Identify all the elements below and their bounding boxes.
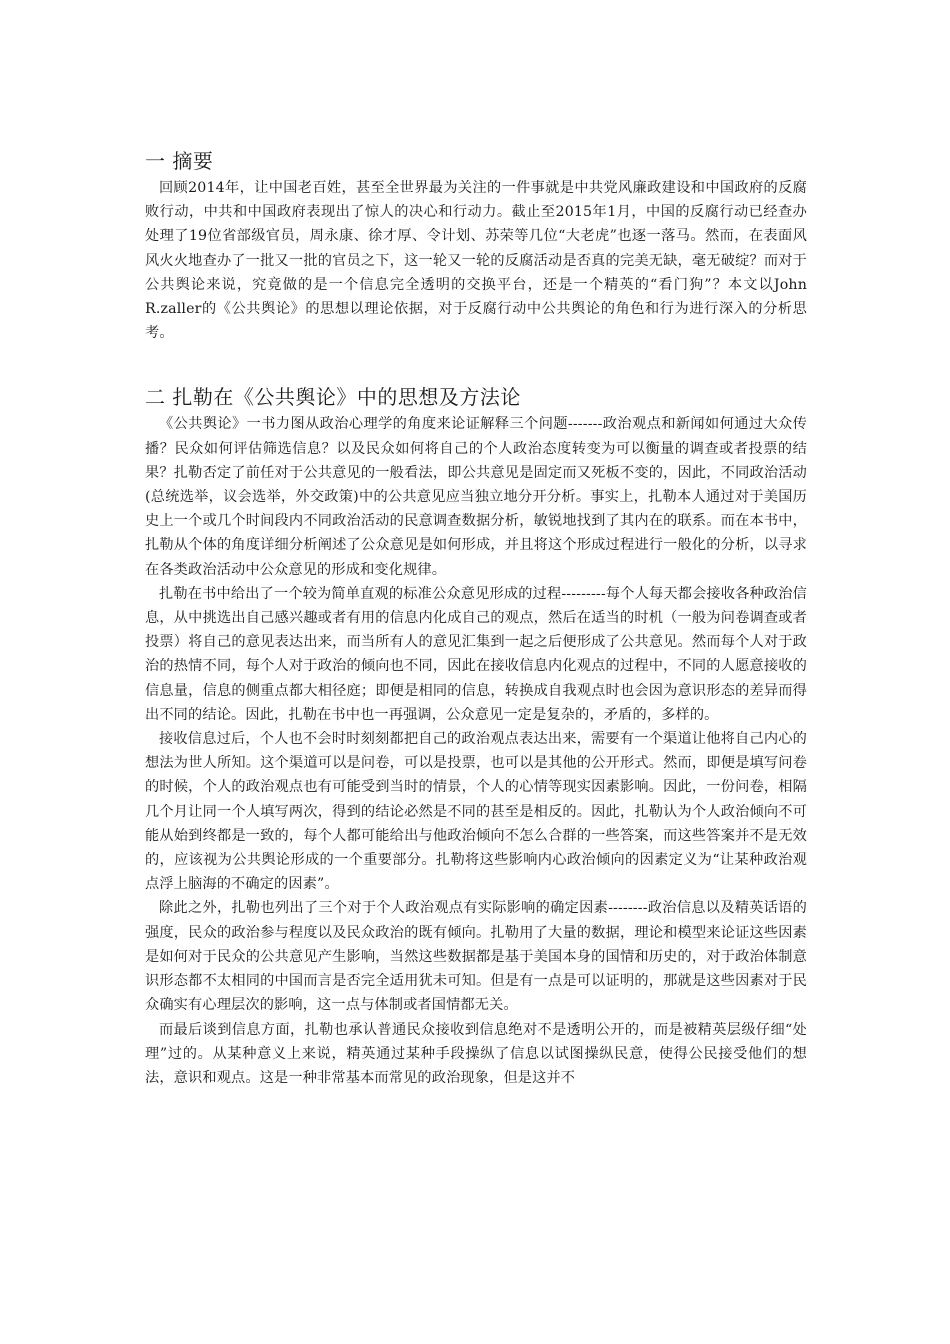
body-paragraph-3: 接收信息过后，个人也不会时时刻刻都把自己的政治观点表达出来，需要有一个渠道让他将自己内心的想法为世人所知。这个渠道可以是问卷，可以是投票，也可以是其他的公开形式。然而，即便是填写问卷的时候，个人的政治观点也有可能受到当时的情景，个人的心情等现实因素影响。因此，一份问卷，相隔几个月让同一个人填写两次，得到的结论必然是不同的甚至是相反的。因此，扎勒认为个人政治倾向不可能从始到终都是一致的，每个人都可能给出与他政治倾向不怎么合群的一些答案，而这些答案并不是无效的，应该视为公共舆论形成的一个重要部分。扎勒将这些影响内心政治倾向的因素定义为“让某种政治观点浮上脑海的不确定的因素”。 bbox=[145, 731, 807, 893]
section-abstract bbox=[145, 146, 807, 345]
body-paragraph-5: 而最后谈到信息方面，扎勒也承认普通民众接收到信息绝对不是透明公开的，而是被精英层级仔细“处理”过的。从某种意义上来说，精英通过某种手段操纵了信息以试图操纵民意，使得公民接受他们的想法，意识和观点。这是一种非常基本而常见的政治现象，但是这并不 bbox=[145, 1021, 807, 1086]
body-paragraph-1: 《公共舆论》一书力图从政治心理学的角度来论证解释三个问题-------政治观点和新闻如何通过大众传播？民众如何评估筛选信息？以及民众如何将自己的个人政治态度转变为可以衡量的调查或者投票的结果？扎勒否定了前任对于公共意见的一般看法，即公共意见是固定而又死板不变的，因此，不同政治活动(总统选举，议会选举，外交政策)中的公共意见应当独立地分开分析。事实上，扎勒本人通过对于美国历史上一个或几个时间段内不同政治活动的民意调查数据分析，敏锐地找到了其内在的联系。而在本书中，扎勒从个体的角度详细分析阐述了公众意见是如何形成，并且将这个形成过程进行一般化的分析，以寻求在各类政治活动中公众意见的形成和变化规律。 bbox=[145, 416, 807, 578]
section-heading-zaller: 二 扎勒在《公共舆论》中的思想及方法论 bbox=[145, 385, 521, 410]
body-paragraph-2: 扎勒在书中给出了一个较为简单直观的标准公众意见形成的过程---------每个人每天都会接收各种政治信息，从中挑选出自己感兴趣或者有用的信息内化成自己的观点，然后在适当的时机（一般为问卷调查或者投票）将自己的意见表达出来，而当所有人的意见汇集到一起之后便形成了公共意见。然而每个人对于政治的热情不同，每个人对于政治的倾向也不同，因此在接收信息内化观点的过程中，不同的人愿意接收的信息量，信息的侧重点都大相径庭；即便是相同的信息，转换成自我观点时也会因为意识形态的差异而得出不同的结论。因此，扎勒在书中也一再强调，公众意见一定是复杂的，矛盾的，多样的。 bbox=[145, 585, 807, 723]
section-zaller-thought bbox=[145, 382, 807, 1090]
document-body bbox=[145, 146, 807, 1090]
abstract-paragraph: 回顾2014年，让中国老百姓，甚至全世界最为关注的一件事就是中共党风廉政建设和中国政府的反腐败行动，中共和中国政府表现出了惊人的决心和行动力。截止至2015年1月，中国的反腐行动已经查办处理了19位省部级官员，周永康、徐才厚、令计划、苏荣等几位“大老虎”也逐一落马。然而，在表面风风火火地查办了一批又一批的官员之下，这一轮又一轮的反腐活动是否真的完美无缺，毫无破绽？而对于公共舆论来说，究竟做的是一个信息完全透明的交换平台，还是一个精英的“看门狗”？本文以John R.zaller的《公共舆论》的思想以理论依据，对于反腐行动中公共舆论的角色和行为进行深入的分析思考。 bbox=[145, 180, 807, 342]
body-paragraph-4: 除此之外，扎勒也列出了三个对于个人政治观点有实际影响的确定因素--------政治信息以及精英话语的强度，民众的政治参与程度以及民众政治的既有倾向。扎勒用了大量的数据，理论和模型来论证这些因素是如何对于民众的公共意见产生影响，当然这些数据都是基于美国本身的国情和历史的，对于政治体制意识形态都不太相同的中国而言是否完全适用犹未可知。但是有一点是可以证明的，那就是这些因素对于民众确实有心理层次的影响，这一点与体制或者国情都无关。 bbox=[145, 900, 807, 1014]
section-heading-abstract: 一 摘要 bbox=[145, 149, 214, 173]
